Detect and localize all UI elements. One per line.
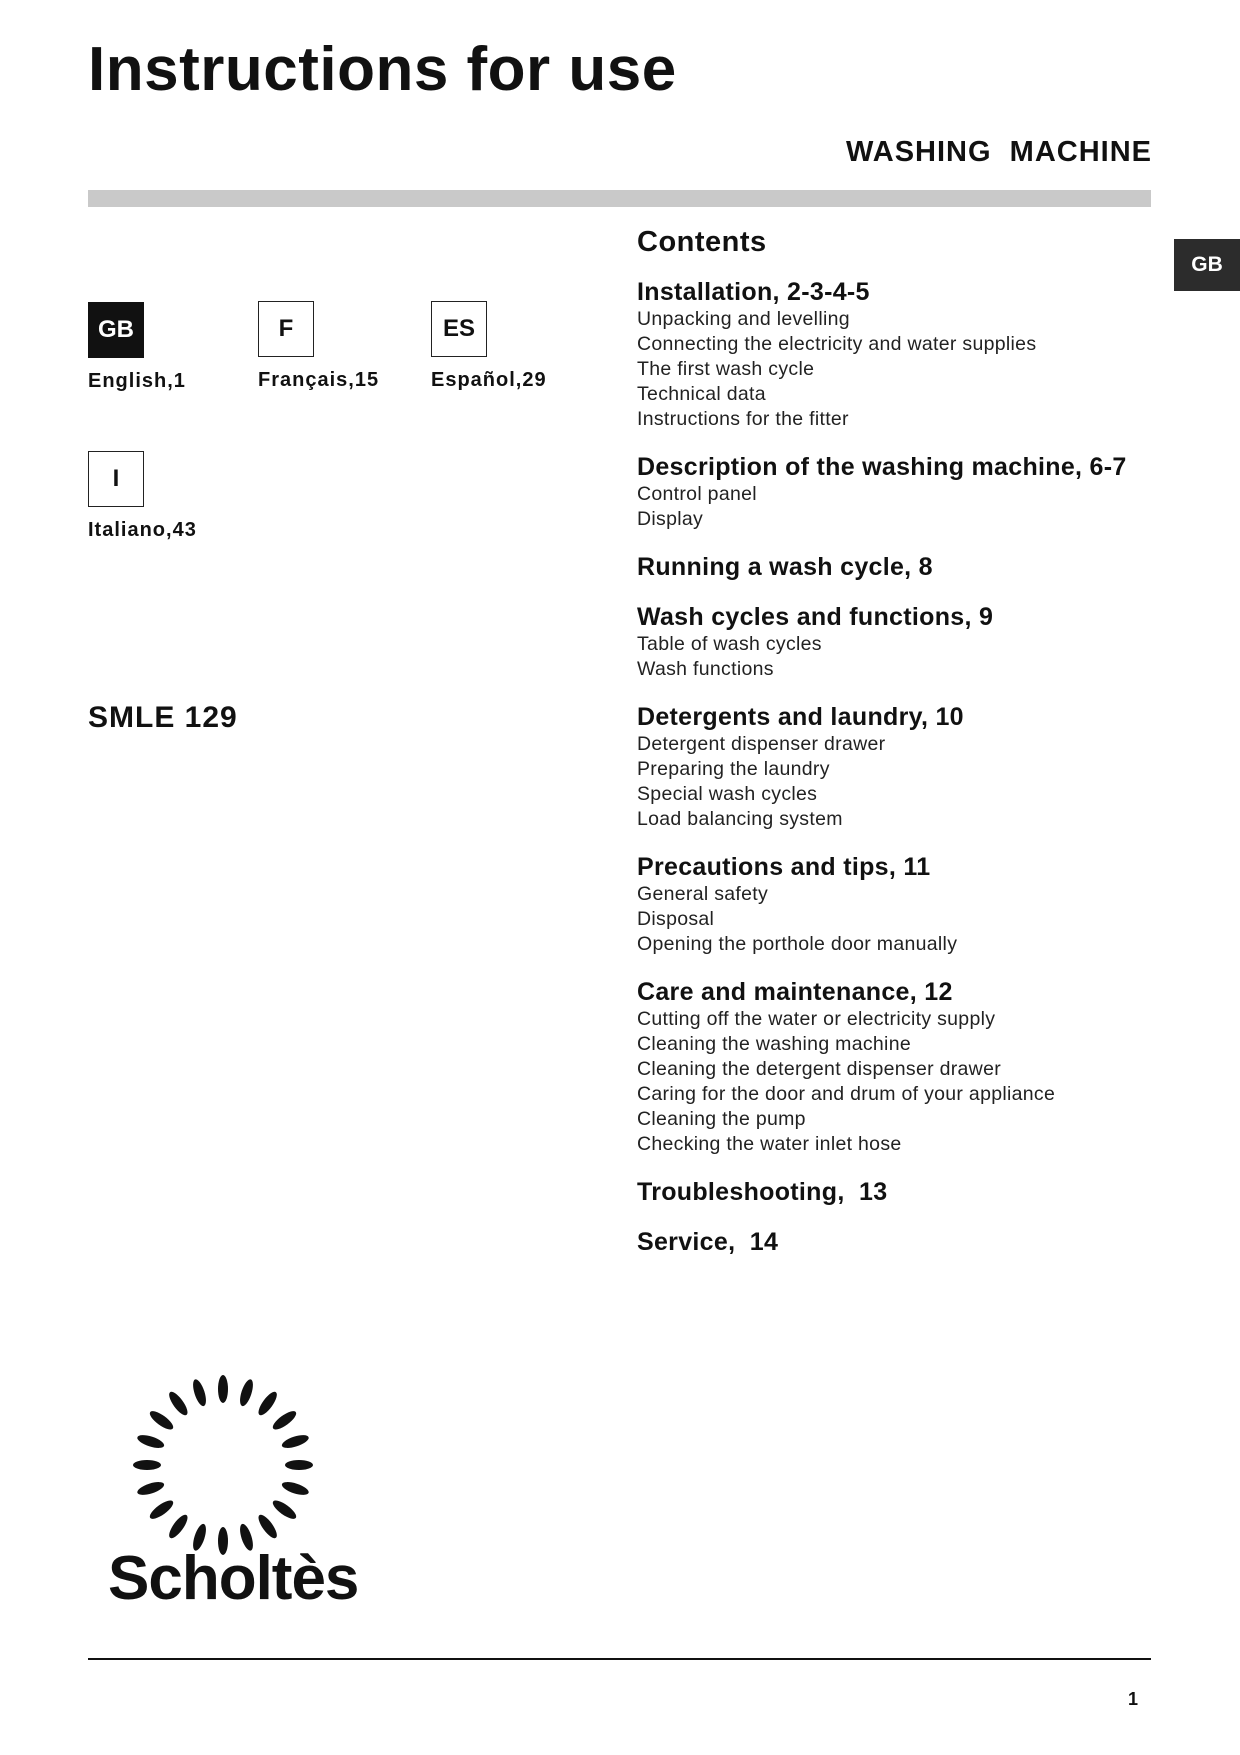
language-code-box: ES: [431, 301, 487, 357]
toc-item[interactable]: Caring for the door and drum of your appliance: [637, 1083, 1056, 1105]
language-spanish[interactable]: [431, 301, 547, 392]
page-number: 1: [1127, 1689, 1138, 1709]
header-divider: [88, 190, 1151, 207]
language-code-box: GB: [88, 302, 144, 358]
toc-section-installation: [637, 277, 1137, 432]
language-label: Español,29: [431, 369, 547, 391]
sunburst-ray: [190, 1378, 208, 1408]
toc-item[interactable]: Wash functions: [637, 658, 774, 680]
toc-item[interactable]: Unpacking and levelling: [637, 308, 850, 330]
toc-section-troubleshooting: [637, 1177, 1137, 1207]
footer-divider: [88, 1658, 1151, 1660]
sunburst-ray: [280, 1432, 310, 1450]
toc-item[interactable]: Cleaning the pump: [637, 1108, 806, 1130]
toc-item[interactable]: Special wash cycles: [637, 783, 818, 805]
sunburst-ray: [147, 1408, 176, 1433]
toc-section-title[interactable]: Installation, 2-3-4-5: [637, 278, 870, 306]
toc-item[interactable]: Connecting the electricity and water supplies: [637, 333, 1037, 355]
brand-logo: [100, 1370, 360, 1625]
toc-item[interactable]: Cleaning the detergent dispenser drawer: [637, 1058, 1002, 1080]
brand-name: Scholtès: [108, 1544, 359, 1613]
model-number: SMLE 129: [88, 701, 238, 734]
toc-item[interactable]: Checking the water inlet hose: [637, 1133, 902, 1155]
language-french[interactable]: [258, 301, 379, 392]
sunburst-ray: [218, 1375, 228, 1403]
toc-item[interactable]: Preparing the laundry: [637, 758, 830, 780]
sunburst-ray: [270, 1408, 299, 1433]
language-italian[interactable]: [88, 451, 197, 542]
toc-section-title[interactable]: Wash cycles and functions, 9: [637, 603, 994, 631]
sunburst-ray: [147, 1497, 176, 1522]
language-code-box: I: [88, 451, 144, 507]
toc-item[interactable]: Opening the porthole door manually: [637, 933, 958, 955]
toc-section-title[interactable]: Service, 14: [637, 1228, 779, 1256]
sunburst-ray: [255, 1389, 280, 1418]
language-english[interactable]: [88, 302, 186, 393]
language-code-box: F: [258, 301, 314, 357]
toc-section-precautions: [637, 852, 1137, 957]
sunburst-ray: [166, 1512, 191, 1541]
sunburst-logo-icon: [100, 1370, 360, 1560]
sunburst-ray: [237, 1378, 255, 1408]
toc-section-running: [637, 552, 1137, 582]
toc-section-title[interactable]: Detergents and laundry, 10: [637, 703, 964, 731]
sunburst-ray: [136, 1432, 166, 1450]
page-title: Instructions for use: [88, 35, 677, 104]
language-label: Italiano,43: [88, 519, 197, 541]
toc-section-title[interactable]: Troubleshooting, 13: [637, 1178, 888, 1206]
sunburst-ray: [133, 1460, 161, 1470]
toc-section-title[interactable]: Running a wash cycle, 8: [637, 553, 933, 581]
toc-item[interactable]: Detergent dispenser drawer: [637, 733, 886, 755]
sunburst-ray: [136, 1479, 166, 1497]
language-label: English,1: [88, 370, 186, 392]
toc-section-description: [637, 452, 1137, 532]
language-side-tab: GB: [1174, 239, 1240, 291]
toc-item[interactable]: Disposal: [637, 908, 715, 930]
toc-item[interactable]: Cutting off the water or electricity supply: [637, 1008, 996, 1030]
toc-item[interactable]: Technical data: [637, 383, 766, 405]
product-subtitle: WASHING MACHINE: [846, 136, 1152, 168]
toc-section-title[interactable]: Precautions and tips, 11: [637, 853, 931, 881]
toc-item[interactable]: Display: [637, 508, 704, 530]
toc-item[interactable]: Instructions for the fitter: [637, 408, 849, 430]
table-of-contents: [637, 226, 1137, 1277]
toc-item[interactable]: General safety: [637, 883, 769, 905]
toc-item[interactable]: Control panel: [637, 483, 757, 505]
sunburst-ray: [285, 1460, 313, 1470]
toc-section-title[interactable]: Description of the washing machine, 6-7: [637, 453, 1127, 481]
toc-section-title[interactable]: Care and maintenance, 12: [637, 978, 953, 1006]
sunburst-ray: [270, 1497, 299, 1522]
toc-section-detergents: [637, 702, 1137, 832]
toc-item[interactable]: The first wash cycle: [637, 358, 815, 380]
toc-item[interactable]: Table of wash cycles: [637, 633, 822, 655]
contents-heading: Contents: [637, 226, 767, 258]
language-label: Français,15: [258, 369, 380, 391]
toc-item[interactable]: Cleaning the washing machine: [637, 1033, 911, 1055]
toc-section-wash-cycles: [637, 602, 1137, 682]
sunburst-ray: [255, 1512, 280, 1541]
toc-section-service: [637, 1227, 1137, 1257]
sunburst-ray: [166, 1389, 191, 1418]
toc-item[interactable]: Load balancing system: [637, 808, 843, 830]
sunburst-ray: [280, 1479, 310, 1497]
toc-section-care: [637, 977, 1137, 1157]
